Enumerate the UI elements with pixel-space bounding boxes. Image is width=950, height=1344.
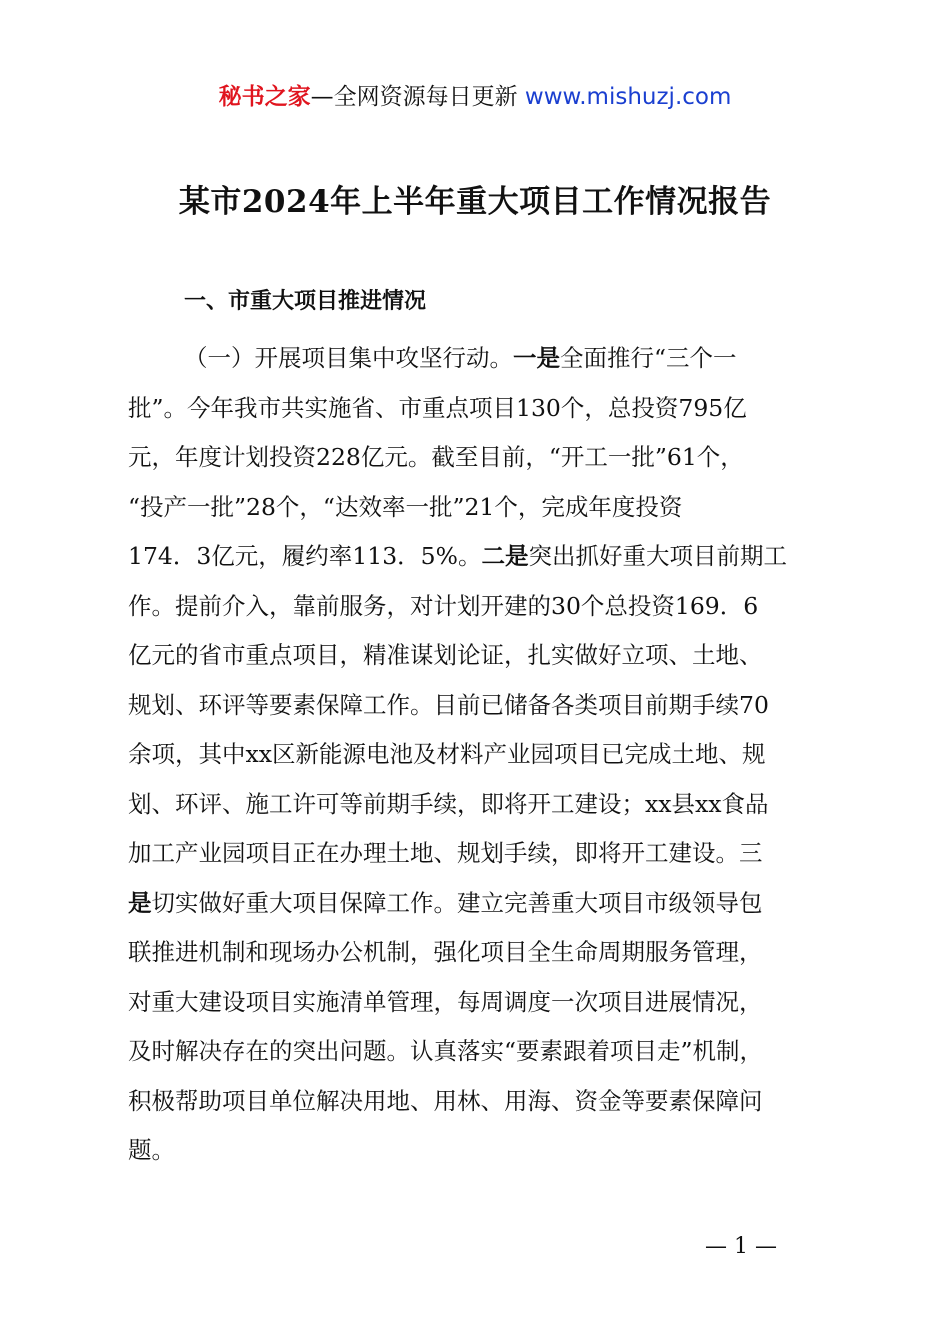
document-title: 某市2024年上半年重大项目工作情况报告 (178, 184, 772, 220)
line-text: 元，年度计划投资228亿元。截至目前，“开工一批”61个， (128, 443, 744, 471)
emphasis-text: 是 (128, 888, 152, 917)
body-text (128, 334, 833, 1176)
line-text: 积极帮助项目单位解决用地、用林、用海、资金等要素保障问 (128, 1086, 763, 1115)
body-line (128, 730, 833, 780)
line-text: 划、环评、施工许可等前期手续，即将开工建设；xx县xx食品 (128, 789, 769, 818)
body-line (128, 780, 833, 830)
body-line (128, 1126, 833, 1176)
banner-tagline: —全网资源每日更新 (310, 84, 525, 110)
body-line (128, 1027, 833, 1077)
body-line (128, 829, 833, 879)
body-line (128, 879, 833, 929)
line-text: （一）开展项目集中攻坚行动。 (184, 344, 513, 372)
emphasis-text: 一是 (513, 344, 560, 372)
line-text: 题。 (128, 1136, 175, 1164)
body-line (128, 334, 833, 384)
line-text: 突出抓好重大项目前期工 (528, 542, 787, 570)
line-text: 切实做好重大项目保障工作。建立完善重大项目市级领导包 (151, 888, 763, 917)
page-number: — 1 — (705, 1234, 777, 1259)
line-text: 余项，其中xx区新能源电池及材料产业园项目已完成土地、规 (128, 740, 766, 768)
line-text: 及时解决存在的突出问题。认真落实“要素跟着项目走”机制， (128, 1037, 764, 1065)
line-text: 联推进机制和现场办公机制，强化项目全生命周期服务管理， (128, 938, 763, 966)
body-line (128, 582, 833, 632)
line-text: 对重大建设项目实施清单管理，每周调度一次项目进展情况， (128, 987, 763, 1016)
banner-brand: 秘书之家 (218, 84, 311, 110)
body-line (128, 928, 833, 978)
line-text: 批”。今年我市共实施省、市重点项目130个，总投资795亿 (128, 393, 747, 422)
body-line (128, 681, 833, 731)
body-line (128, 384, 833, 434)
line-text: 174．3亿元，履约率113．5%。 (128, 542, 482, 570)
line-text: 规划、环评等要素保障工作。目前已储备各类项目前期手续70 (128, 690, 769, 719)
site-banner (0, 78, 950, 111)
body-line (128, 631, 833, 681)
line-text: 亿元的省市重点项目，精准谋划论证，扎实做好立项、土地、 (128, 641, 763, 669)
body-line (128, 532, 833, 582)
line-text: 全面推行“三个一 (560, 344, 737, 372)
line-text: 作。提前介入，靠前服务，对计划开建的30个总投资169．6 (128, 591, 759, 620)
line-text: 加工产业园项目正在办理土地、规划手续，即将开工建设。三 (128, 839, 763, 867)
body-line (128, 978, 833, 1028)
banner-url[interactable]: www.mishuzj.com (524, 84, 732, 110)
line-text: “投产一批”28个，“达效率一批”21个，完成年度投资 (128, 492, 683, 521)
emphasis-text: 二是 (481, 542, 529, 570)
body-line (128, 433, 833, 483)
section-heading: 一、市重大项目推进情况 (184, 289, 427, 314)
body-line (128, 483, 833, 533)
body-line (128, 1077, 833, 1127)
